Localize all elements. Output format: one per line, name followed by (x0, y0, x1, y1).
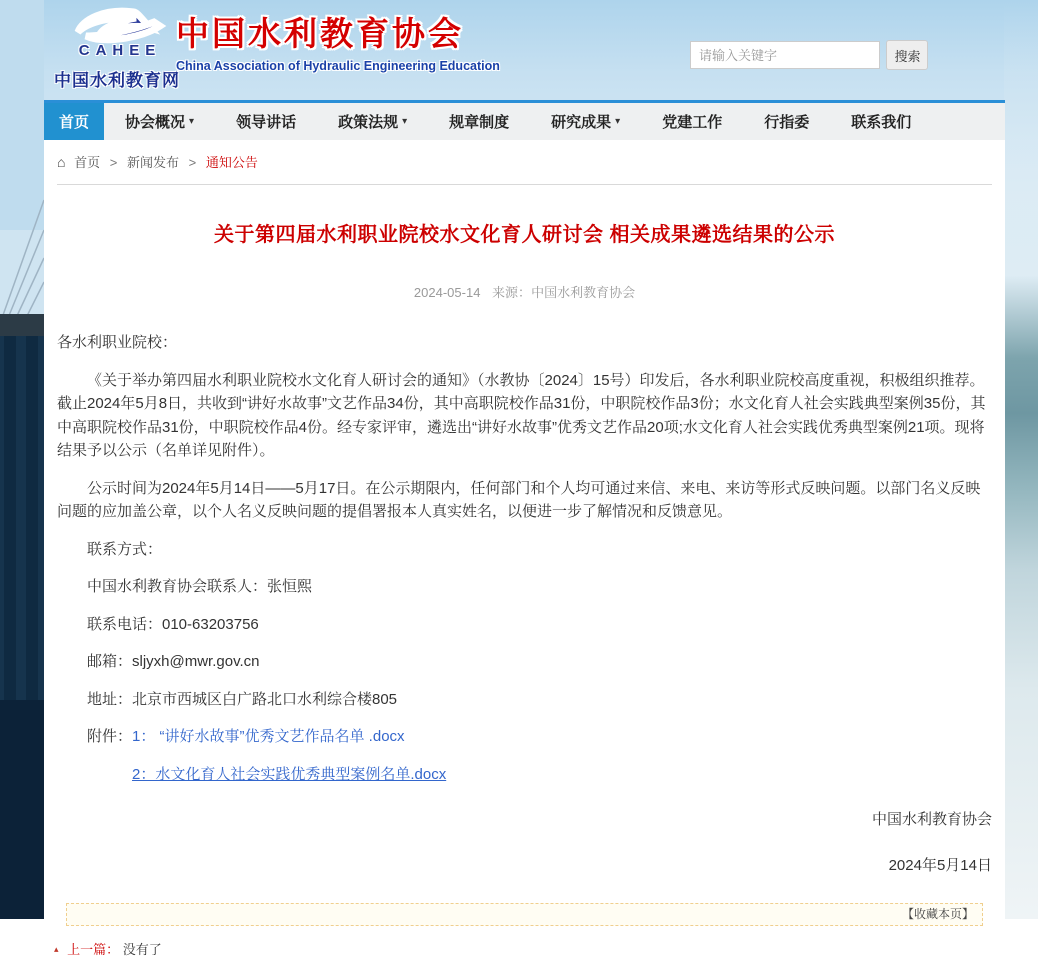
chevron-down-icon: ▾ (189, 116, 195, 127)
nav-item-industry-committee[interactable] (743, 103, 830, 140)
paragraph: 《关于举办第四届水利职业院校水文化育人研讨会的通知》（水教协〔2024〕15号）印发后，各水利职业院校高度重视，积极组织推荐。截止2024年5月8日，共收到“讲好水故事”文艺作品34份，其中高职院校作品31份，中职院校作品3份；水文化育人社会实践典型案例35份，其中高职院校作品31份，中职院校作品4份。经专家评审，遴选出“讲好水故事”优秀文艺作品20项;水文化育人社会实践优秀典型案例21项。现将结果予以公示（名单详见附件）。 (57, 371, 986, 459)
nav-item-policies[interactable] (317, 103, 428, 140)
nav-item-home[interactable] (44, 103, 104, 140)
org-name-en: China Association of Hydraulic Engineering Education (176, 59, 500, 73)
contact-address: 地址：北京市西城区白广路北口水利综合楼805 (87, 690, 398, 708)
breadcrumb-separator: > (188, 155, 197, 170)
search-box (690, 40, 928, 70)
signature-date: 2024年5月14日 (888, 856, 992, 874)
nav-item-label: 首页 (59, 114, 90, 131)
nav-item-party-building[interactable] (641, 103, 743, 140)
prev-post-line (54, 939, 1005, 958)
prev-post-label[interactable]: 上一篇： (67, 942, 120, 957)
main-nav (44, 100, 1005, 140)
breadcrumb-separator: > (109, 155, 118, 170)
paragraph: 公示时间为2024年5月14日——5月17日。在公示期限内，任何部门和个人均可通过来信、来电、来访等形式反映问题。以部门名义反映问题的应加盖公章，以个人名义反映问题的提倡署报本人真实姓名，以便进一步了解情况和反馈意见。 (57, 479, 981, 520)
content-panel (44, 100, 1005, 957)
nav-item-label: 政策法规 (338, 114, 399, 131)
breadcrumb-home[interactable]: 首页 (74, 155, 101, 170)
logo-site-name: 中国水利教育网 (54, 71, 180, 90)
article-title: 关于第四届水利职业院校水文化育人研讨会 相关成果遴选结果的公示 (213, 224, 836, 246)
nav-item-leader-speeches[interactable] (215, 103, 317, 140)
search-input[interactable] (690, 41, 880, 69)
prev-marker-icon: ▴ (54, 944, 59, 954)
favorite-page-link[interactable]: 【收藏本页】 (901, 907, 974, 921)
org-title-block (176, 8, 506, 73)
nav-item-label: 联系我们 (851, 114, 912, 131)
signature: 中国水利教育协会 (871, 811, 992, 828)
attachment-link-1[interactable]: 1： “讲好水故事”优秀文艺作品名单 .docx (132, 728, 405, 745)
background-bridge-image (0, 0, 44, 919)
site-logo[interactable] (54, 4, 184, 94)
org-name-cn: 中国水利教育协会 (176, 17, 464, 53)
article-source-label: 来源： (492, 285, 532, 300)
breadcrumb-news[interactable]: 新闻发布 (126, 155, 179, 170)
nav-item-contact-us[interactable] (830, 103, 932, 140)
nav-item-label: 行指委 (764, 114, 810, 131)
breadcrumb-current[interactable]: 通知公告 (205, 155, 258, 170)
logo-acronym: CAHEE (78, 42, 162, 59)
site-header (44, 0, 1005, 100)
nav-item-research[interactable] (530, 103, 641, 140)
attachment-link-2[interactable]: 2：水文化育人社会实践优秀典型案例名单.docx (132, 765, 447, 783)
salutation: 各水利职业院校： (57, 334, 178, 351)
favorite-bar (66, 903, 983, 926)
contact-email: 邮箱：sljyxh@mwr.gov.cn (87, 653, 260, 670)
prev-post-value: 没有了 (122, 942, 162, 957)
nav-item-label: 规章制度 (449, 114, 510, 131)
contact-heading: 联系方式： (87, 540, 163, 558)
contact-person: 中国水利教育协会联系人：张恒熙 (87, 578, 313, 595)
breadcrumb (57, 140, 992, 185)
nav-item-label: 协会概况 (125, 114, 186, 131)
article-source: 中国水利教育协会 (531, 285, 636, 300)
nav-item-label: 党建工作 (662, 114, 723, 131)
attachment-line-2 (132, 763, 992, 787)
home-icon: ⌂ (57, 154, 66, 170)
nav-item-rules[interactable] (428, 103, 530, 140)
article-body (57, 331, 992, 877)
article-date: 2024-05-14 (413, 285, 481, 300)
contact-phone: 联系电话：010-63203756 (87, 615, 259, 633)
nav-item-association-overview[interactable] (104, 103, 215, 140)
nav-item-label: 领导讲话 (236, 114, 297, 131)
nav-item-label: 研究成果 (551, 114, 612, 131)
background-sea-image (1004, 0, 1038, 919)
article-meta (57, 282, 992, 301)
attachment-label: 附件： (87, 728, 133, 745)
chevron-down-icon: ▾ (615, 116, 621, 127)
search-button[interactable]: 搜索 (886, 40, 928, 70)
chevron-down-icon: ▾ (402, 116, 408, 127)
attachment-line-1 (57, 725, 992, 749)
